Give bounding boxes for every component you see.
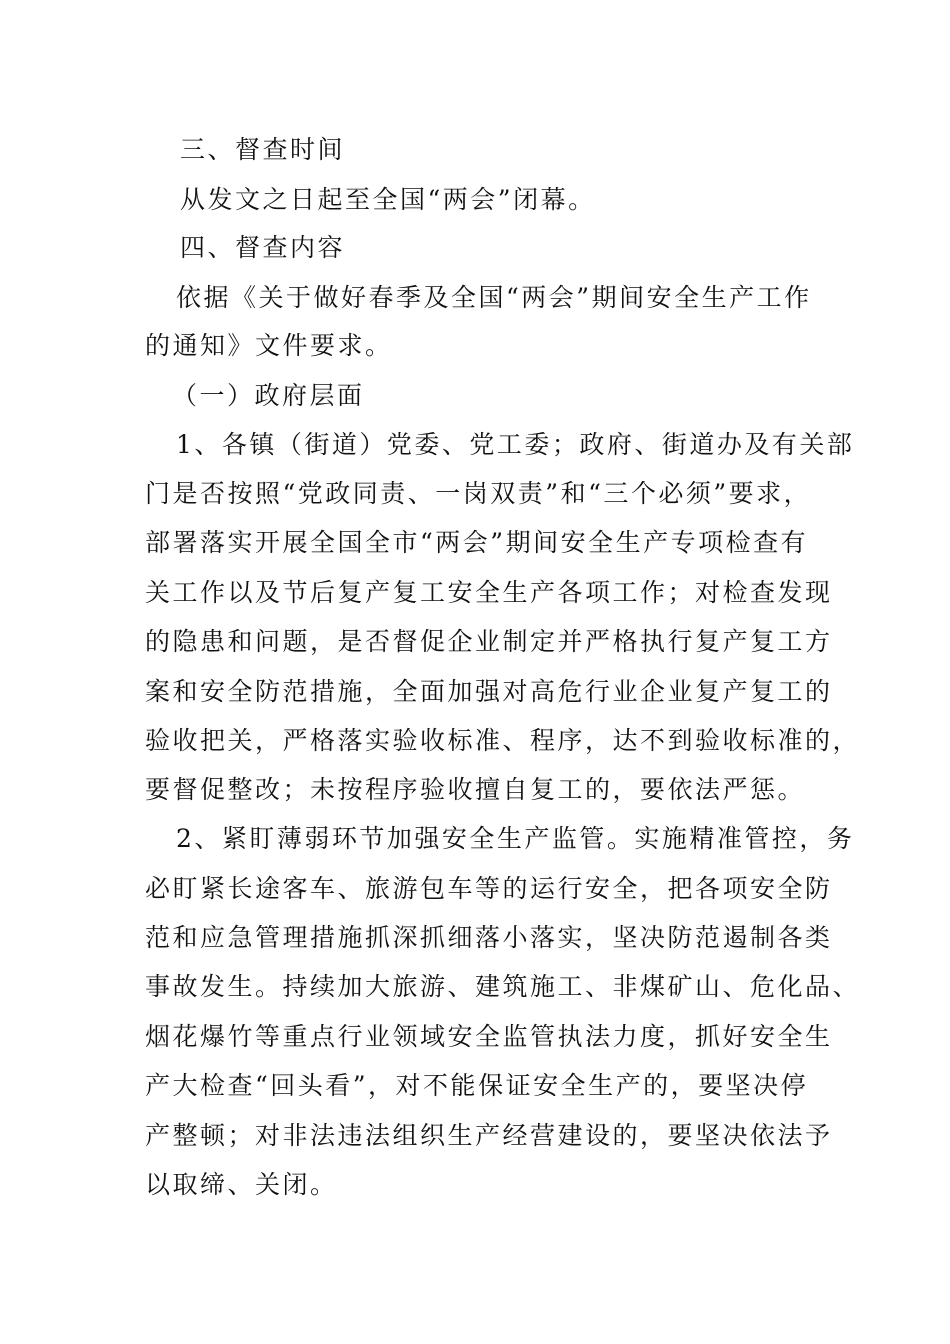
paragraph-line: 范和应急管理措施抓深抓细落小落实，坚决防范遏制各类 xyxy=(145,923,833,952)
paragraph-line: 依据《关于做好春季及全国“两会”期间安全生产工作 xyxy=(176,283,812,312)
heading-inspection-content: 四、督查内容 xyxy=(180,233,346,262)
paragraph-line: 门是否按照“党政同责、一岗双责”和“三个必须”要求， xyxy=(145,479,812,508)
paragraph-line: 部署落实开展全国全市“两会”期间安全生产专项检查有 xyxy=(145,528,809,557)
heading-government-level: （一）政府层面 xyxy=(172,381,365,410)
paragraph-line: 关工作以及节后复产复工安全生产各项工作；对检查发现 xyxy=(145,578,833,607)
paragraph-line: 事故发生。持续加大旅游、建筑施工、非煤矿山、危化品、 xyxy=(145,972,861,1001)
paragraph-line: 从发文之日起至全国“两会”闭幕。 xyxy=(180,185,596,214)
paragraph-line: 必盯紧长途客车、旅游包车等的运行安全，把各项安全防 xyxy=(145,874,833,903)
paragraph-line: 烟花爆竹等重点行业领域安全监管执法力度，抓好安全生 xyxy=(145,1022,833,1051)
paragraph-line: 的通知》文件要求。 xyxy=(145,331,393,360)
paragraph-line: 以取缔、关闭。 xyxy=(145,1170,338,1199)
paragraph-line: 2、紧盯薄弱环节加强安全生产监管。实施精准管控，务 xyxy=(176,824,855,853)
paragraph-line: 1、各镇（街道）党委、党工委；政府、街道办及有关部 xyxy=(176,430,855,459)
paragraph-line: 产大检查“回头看”，对不能保证安全生产的，要坚决停 xyxy=(145,1071,809,1100)
paragraph-line: 产整顿；对非法违法组织生产经营建设的，要坚决依法予 xyxy=(145,1121,833,1150)
paragraph-line: 案和安全防范措施，全面加强对高危行业企业复产复工的 xyxy=(145,677,833,706)
heading-inspection-time: 三、督查时间 xyxy=(180,135,346,164)
paragraph-line: 验收把关，严格落实验收标准、程序，达不到验收标准的， xyxy=(145,726,861,755)
paragraph-line: 的隐患和问题，是否督促企业制定并严格执行复产复工方 xyxy=(145,627,833,656)
paragraph-line: 要督促整改；未按程序验收擅自复工的，要依法严惩。 xyxy=(145,775,806,804)
